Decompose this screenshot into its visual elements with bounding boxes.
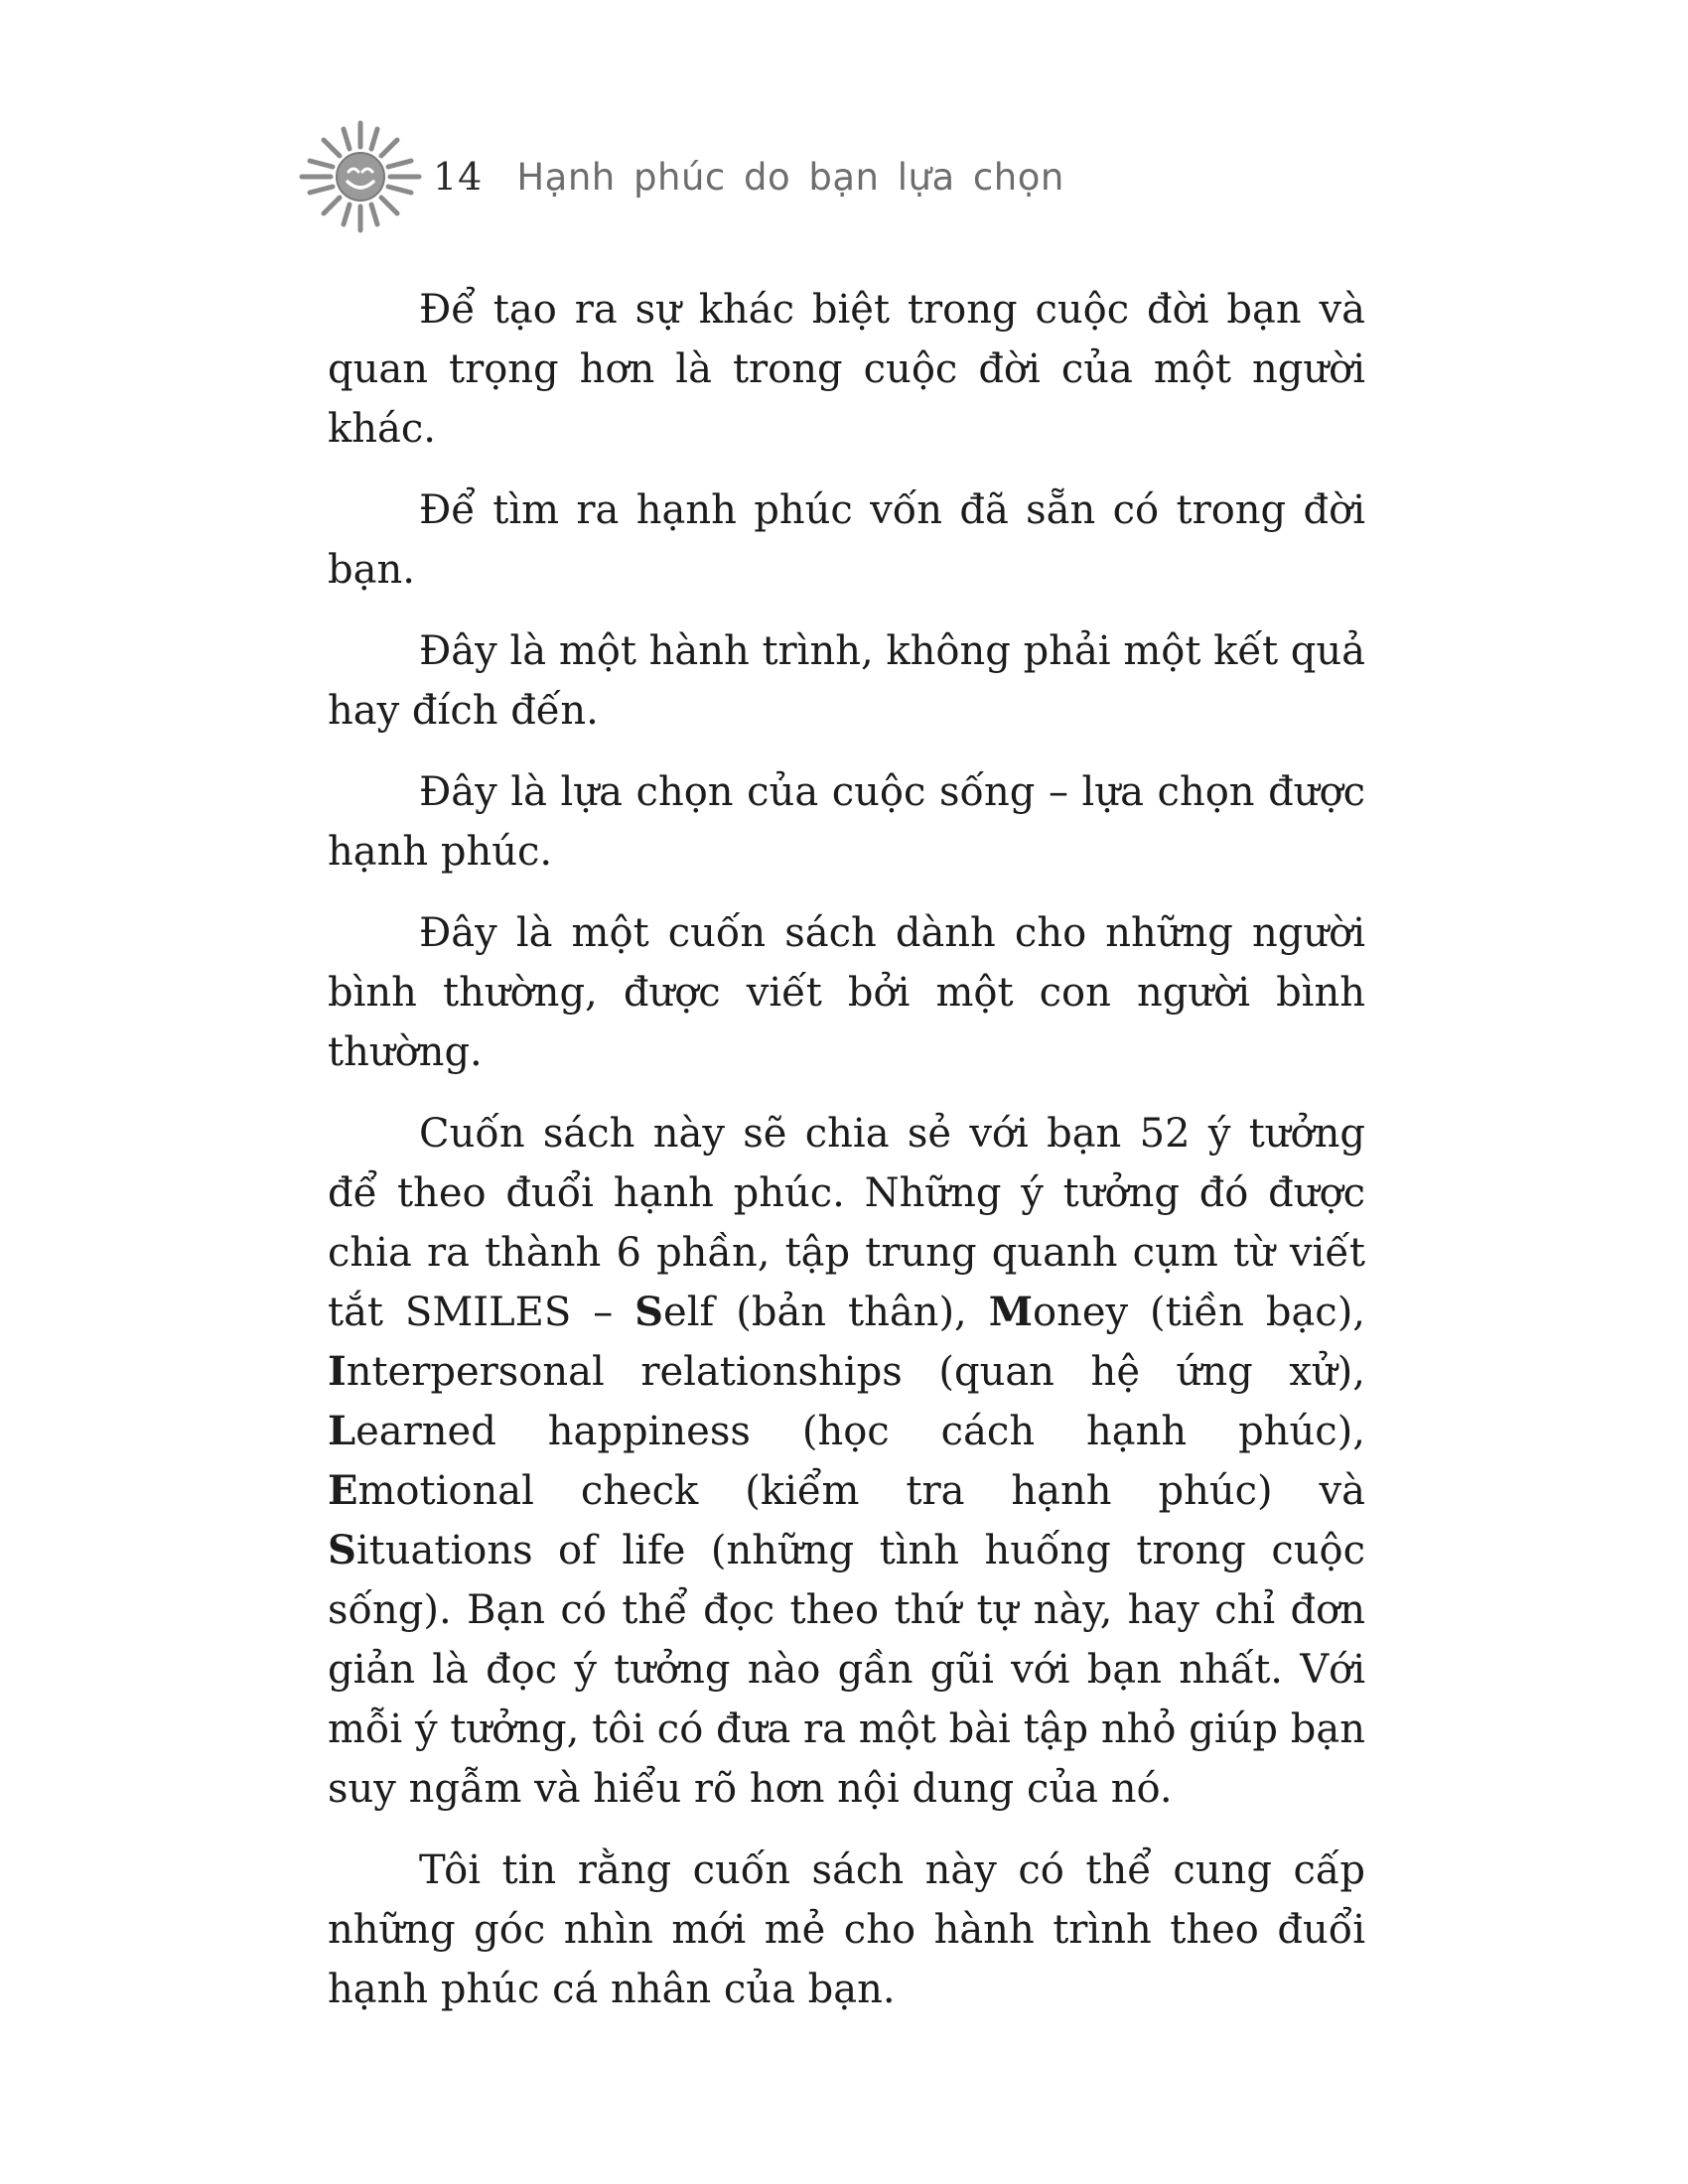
smiles-initial: I bbox=[328, 1348, 347, 1395]
smiles-paragraph bbox=[328, 1104, 1365, 1819]
smiles-initial: S bbox=[328, 1527, 356, 1573]
smiles-term: earned happiness (học cách hạnh phúc), bbox=[355, 1409, 1365, 1454]
running-title: Hạnh phúc do bạn lựa chọn bbox=[516, 155, 1064, 199]
paragraph: Đây là một cuốn sách dành cho những người bình thường, được viết bởi một con người bình thường. bbox=[328, 910, 1365, 1075]
paragraph: Để tìm ra hạnh phúc vốn đã sẵn có trong đời bạn. bbox=[328, 487, 1365, 593]
running-header bbox=[296, 117, 1064, 236]
paragraph: Đây là một hành trình, không phải một kết quả hay đích đến. bbox=[328, 628, 1365, 734]
smiles-term: ituations of life (những tình huống trong cuộc sống). bbox=[328, 1528, 1365, 1633]
smiles-term: motional check (kiểm tra hạnh phúc) và bbox=[357, 1468, 1365, 1514]
smiles-term: elf (bản thân), bbox=[663, 1290, 989, 1335]
page-number: 14 bbox=[433, 155, 484, 199]
smiling-sun-icon bbox=[296, 117, 425, 236]
body-text bbox=[328, 280, 1365, 2041]
smiles-initial: L bbox=[328, 1408, 356, 1454]
smiles-initial: M bbox=[988, 1289, 1033, 1335]
paragraph: Để tạo ra sự khác biệt trong cuộc đời bạn và quan trọng hơn là trong cuộc đời của một người khác. bbox=[328, 287, 1365, 452]
closing-paragraph: Tôi tin rằng cuốn sách này có thể cung cấp những góc nhìn mới mẻ cho hành trình theo đuổi hạnh phúc cá nhân của bạn. bbox=[328, 1847, 1365, 2012]
smiles-term: oney (tiền bạc), bbox=[1033, 1290, 1366, 1335]
smiles-initial: E bbox=[328, 1467, 358, 1514]
smiles-initial: S bbox=[634, 1289, 664, 1335]
smiles-outro: Bạn có thể đọc theo thứ tự này, hay chỉ đơn giản là đọc ý tưởng nào gần gũi với bạn nhất. Với mỗi ý tưởng, tôi có đưa ra một bài tập nhỏ giúp bạn suy ngẫm và hiểu rõ hơn nội dung của nó. bbox=[328, 1587, 1366, 1812]
smiles-intro: Cuốn sách này sẽ chia sẻ với bạn 52 ý tưởng để theo đuổi hạnh phúc. Những ý tưởng đó được chia ra thành 6 phần, tập trung quanh cụm từ viết tắt SMILES – bbox=[328, 1111, 1365, 1335]
smiles-term: nterpersonal relationships (quan hệ ứng xử), bbox=[346, 1349, 1365, 1395]
paragraph: Đây là lựa chọn của cuộc sống – lựa chọn được hạnh phúc. bbox=[328, 769, 1365, 875]
